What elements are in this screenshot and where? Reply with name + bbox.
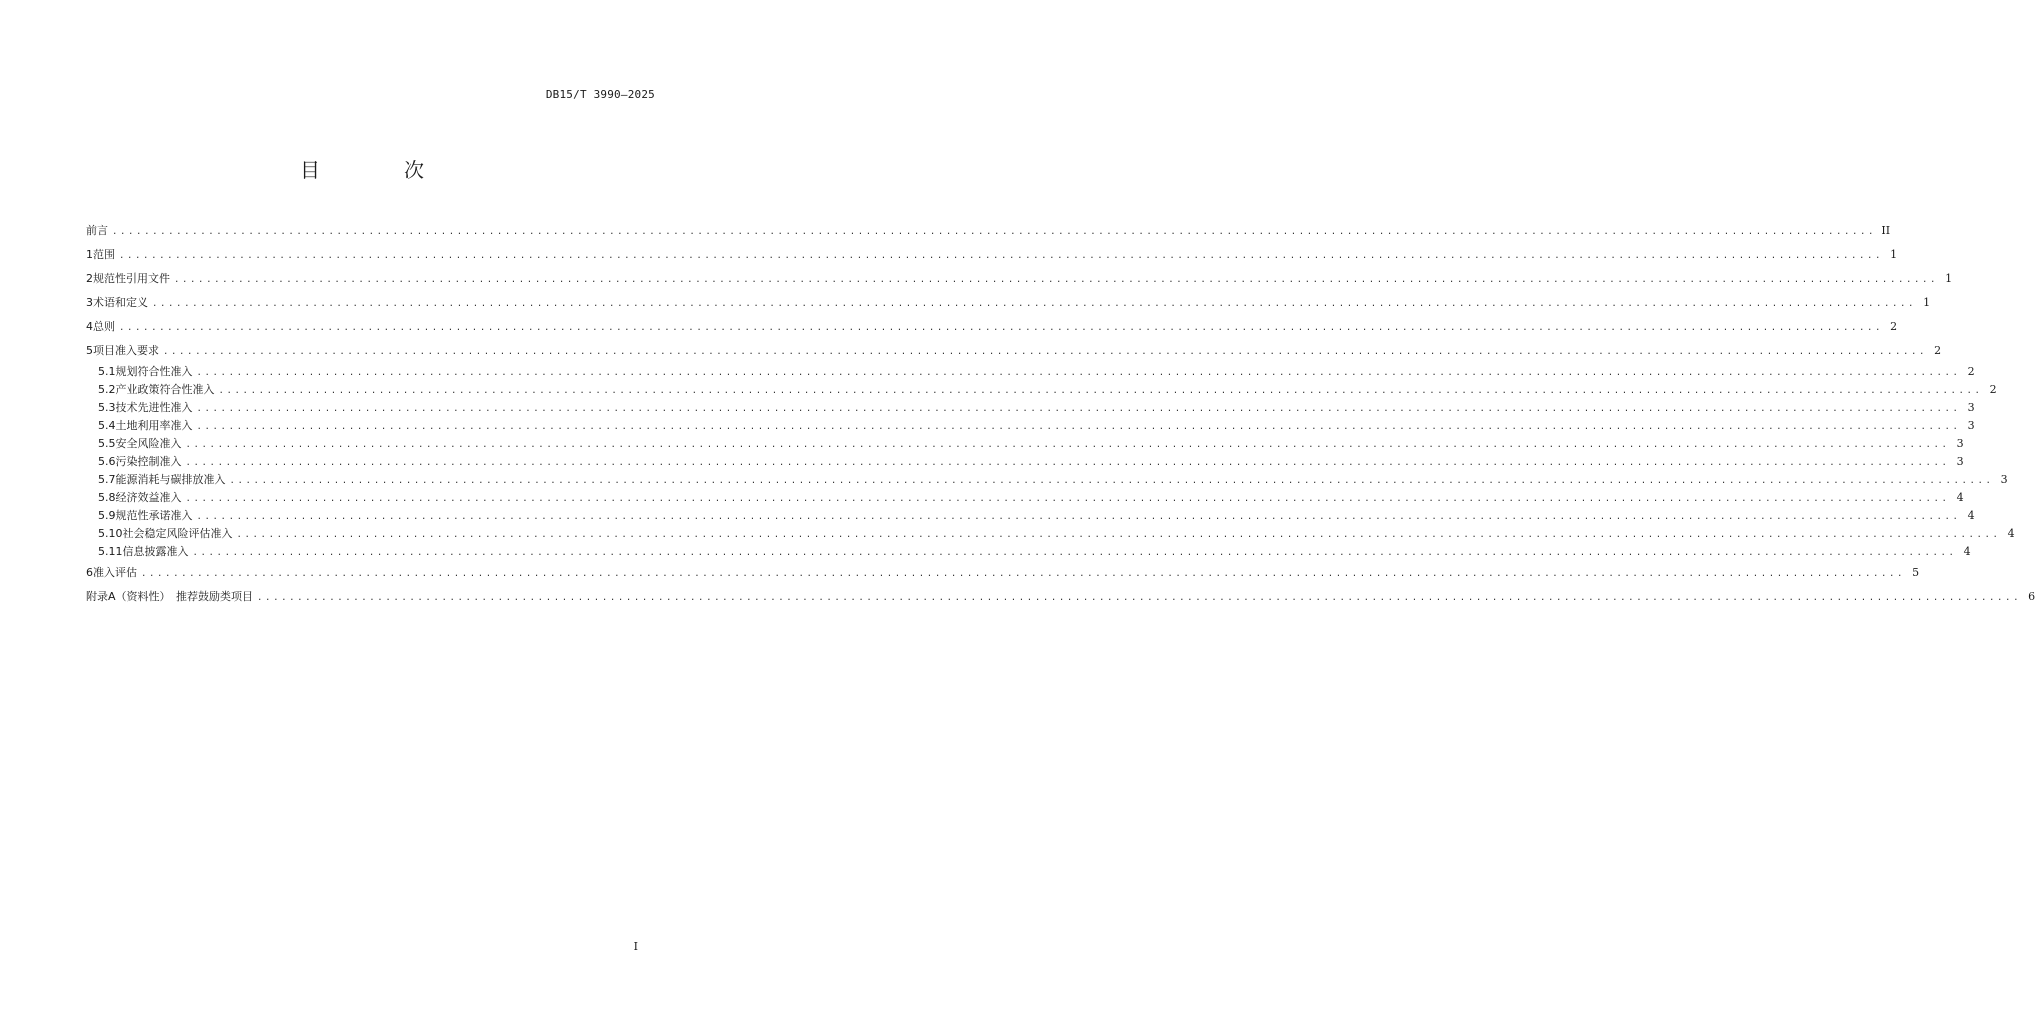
toc-entry[interactable]: [86, 363, 1975, 381]
toc-leader-dots: ............................................................................................................................................................................................................................: [174, 275, 1939, 285]
toc-entry-page: 3: [1956, 437, 1964, 450]
toc-leader-dots: ............................................................................................................................................................................................................................: [112, 227, 1877, 237]
toc-entry-label: 范围: [93, 248, 115, 261]
toc-leader-dots: ............................................................................................................................................................................................................................: [185, 440, 1950, 450]
toc-leader-dots: ............................................................................................................................................................................................................................: [192, 548, 1957, 558]
toc-entry-number: 5.5: [98, 437, 116, 450]
toc-entry-page: 4: [1956, 491, 1964, 504]
toc-leader-dots: ............................................................................................................................................................................................................................: [163, 347, 1928, 357]
toc-entry[interactable]: [86, 543, 1971, 561]
toc-entry-number: 5.11: [98, 545, 123, 558]
toc-entry[interactable]: [86, 315, 1898, 339]
toc-entry[interactable]: [86, 243, 1898, 267]
toc-leader-dots: ............................................................................................................................................................................................................................: [236, 530, 2001, 540]
toc-entry[interactable]: [86, 561, 1920, 585]
document-code: DB15/T 3990—2025: [545, 88, 655, 101]
toc-entry-label: 安全风险准入: [115, 437, 182, 450]
toc-entry-page: 2: [1934, 344, 1942, 357]
toc-entry-number: 6: [86, 566, 93, 579]
toc-entry-number: 1: [86, 248, 93, 261]
toc-entry-label: 经济效益准入: [115, 491, 182, 504]
toc-entry-label: 规范性承诺准入: [115, 509, 193, 522]
toc-entry-number: 5.7: [98, 473, 116, 486]
toc-entry[interactable]: [86, 471, 2008, 489]
toc-entry[interactable]: [86, 417, 1975, 435]
toc-leader-dots: ............................................................................................................................................................................................................................: [196, 512, 1961, 522]
toc-entry-label: 能源消耗与碳排放准入: [115, 473, 226, 486]
toc-entry-number: 5.2: [98, 383, 116, 396]
toc-entry-label: 规范性引用文件: [93, 272, 170, 285]
toc-entry-page: 1: [1923, 296, 1931, 309]
toc-leader-dots: ............................................................................................................................................................................................................................: [196, 368, 1961, 378]
toc-entry[interactable]: [86, 381, 1997, 399]
toc-entry[interactable]: [86, 585, 2035, 609]
toc-entry-page: 3: [1956, 455, 1964, 468]
toc-leader-dots: ............................................................................................................................................................................................................................: [196, 404, 1961, 414]
toc-entry-label: 社会稳定风险评估准入: [122, 527, 233, 540]
toc-entry-page: 1: [1890, 248, 1898, 261]
toc-entry-number: 5.1: [98, 365, 116, 378]
toc-entry-page: 3: [1967, 419, 1975, 432]
toc-leader-dots: ............................................................................................................................................................................................................................: [196, 422, 1961, 432]
toc-entry[interactable]: [86, 399, 1975, 417]
toc-leader-dots: ............................................................................................................................................................................................................................: [141, 569, 1906, 579]
toc-leader-dots: ............................................................................................................................................................................................................................: [152, 299, 1917, 309]
toc-entry-number: 5.4: [98, 419, 116, 432]
toc-entry[interactable]: [86, 339, 1942, 363]
toc-entry[interactable]: [86, 507, 1975, 525]
table-of-contents: [86, 219, 2035, 609]
toc-title: 目 次: [300, 158, 456, 182]
toc-entry-label: 技术先进性准入: [115, 401, 193, 414]
toc-entry-number: 5.6: [98, 455, 116, 468]
toc-entry-label: 术语和定义: [93, 296, 148, 309]
toc-entry-label: 规划符合性准入: [115, 365, 193, 378]
toc-entry[interactable]: [86, 489, 1964, 507]
toc-entry-number: 5.10: [98, 527, 123, 540]
toc-entry[interactable]: [86, 291, 1931, 315]
toc-entry-label: 附录A（资料性） 推荐鼓励类项目: [86, 590, 254, 603]
toc-entry-number: 5: [86, 344, 93, 357]
toc-leader-dots: ............................................................................................................................................................................................................................: [185, 494, 1950, 504]
toc-entry-page: 6: [2028, 590, 2035, 603]
toc-entry-number: 5.3: [98, 401, 116, 414]
toc-entry-page: 3: [1967, 401, 1975, 414]
toc-entry-page: 4: [1963, 545, 1971, 558]
toc-leader-dots: ............................................................................................................................................................................................................................: [119, 251, 1884, 261]
toc-entry[interactable]: [86, 435, 1964, 453]
toc-entry-label: 信息披露准入: [122, 545, 189, 558]
toc-entry[interactable]: [86, 453, 1964, 471]
toc-entry-number: 5.8: [98, 491, 116, 504]
toc-entry-page: 4: [2007, 527, 2015, 540]
toc-entry-page: 4: [1967, 509, 1975, 522]
toc-entry-label: 准入评估: [93, 566, 137, 579]
toc-entry-page: 2: [1967, 365, 1975, 378]
toc-entry-label: 污染控制准入: [115, 455, 182, 468]
toc-entry-label: 土地利用率准入: [115, 419, 193, 432]
toc-leader-dots: ............................................................................................................................................................................................................................: [185, 458, 1950, 468]
toc-leader-dots: ............................................................................................................................................................................................................................: [119, 323, 1884, 333]
toc-entry-label: 前言: [86, 224, 108, 237]
toc-entry-page: 5: [1912, 566, 1920, 579]
toc-entry-label: 总则: [93, 320, 115, 333]
toc-entry-number: 2: [86, 272, 93, 285]
toc-entry-label: 项目准入要求: [93, 344, 159, 357]
toc-leader-dots: ............................................................................................................................................................................................................................: [218, 386, 1983, 396]
toc-entry[interactable]: [86, 267, 1953, 291]
toc-entry[interactable]: [86, 219, 1891, 243]
toc-entry-number: 3: [86, 296, 93, 309]
toc-leader-dots: ............................................................................................................................................................................................................................: [257, 593, 2022, 603]
toc-entry[interactable]: [86, 525, 2015, 543]
toc-entry-page: 1: [1945, 272, 1953, 285]
page-number: I: [633, 940, 638, 953]
toc-entry-page: 3: [2000, 473, 2008, 486]
toc-entry-label: 产业政策符合性准入: [115, 383, 215, 396]
toc-entry-number: 4: [86, 320, 93, 333]
toc-leader-dots: ............................................................................................................................................................................................................................: [229, 476, 1994, 486]
toc-entry-page: 2: [1989, 383, 1997, 396]
toc-entry-page: 2: [1890, 320, 1898, 333]
toc-entry-page: II: [1881, 224, 1891, 237]
toc-entry-number: 5.9: [98, 509, 116, 522]
